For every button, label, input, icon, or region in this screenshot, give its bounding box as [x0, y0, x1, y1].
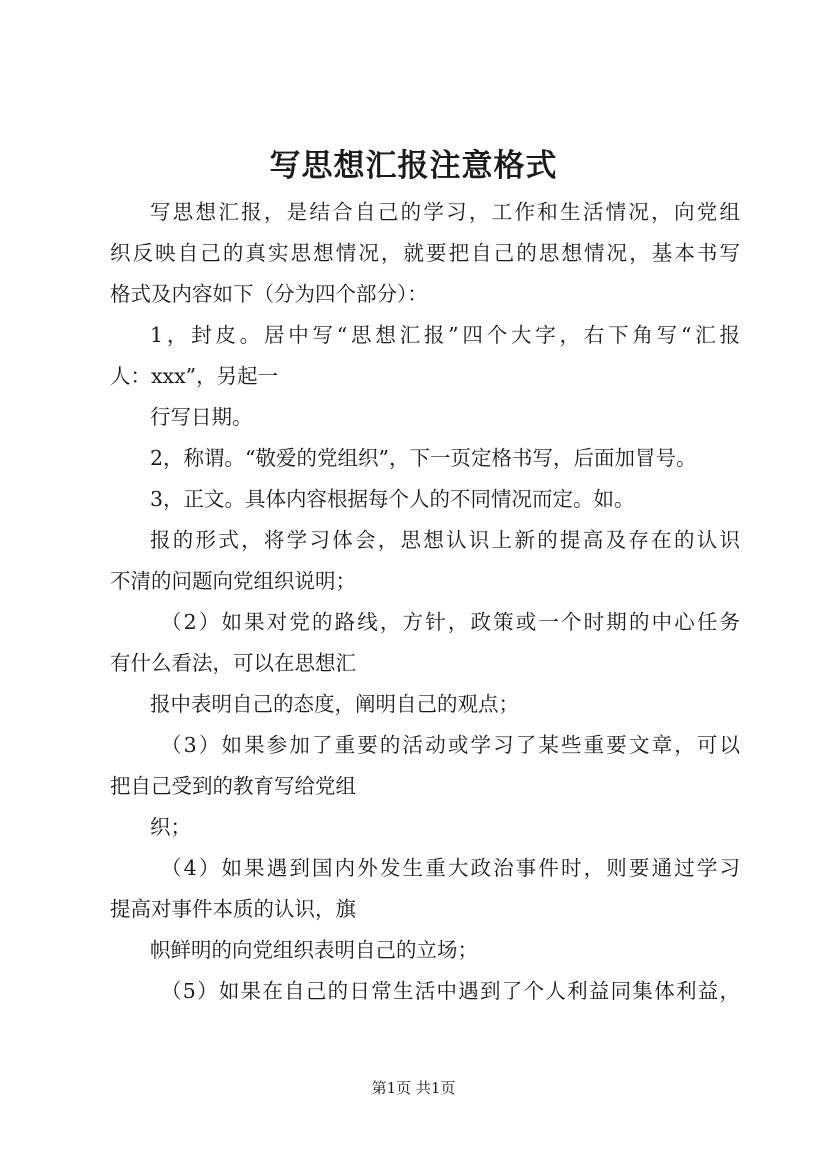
paragraph-line: （4）如果遇到国内外发生重大政治事件时，则要通过学习: [161, 856, 740, 880]
paragraph-line: （2）如果对党的路线，方针，政策或一个时期的中心任务: [161, 610, 740, 634]
paragraph-line: 格式及内容如下（分为四个部分）：: [110, 282, 428, 306]
paragraph-line: 织反映自己的真实思想情况，就要把自己的思想情况，基本书写: [110, 241, 740, 265]
paragraph-line: 人：xxx”，另起一: [110, 364, 279, 388]
paragraph-line: 3，正文。具体内容根据每个人的不同情况而定。如。: [150, 487, 635, 511]
paragraph-line: 提高对事件本质的认识，旗: [110, 897, 356, 921]
paragraph-line: 报中表明自己的态度，阐明自己的观点；: [150, 692, 519, 716]
paragraph-line: 织；: [150, 815, 191, 839]
page-number-footer: 第1页 共1页: [371, 1079, 456, 1097]
paragraph-line: 2，称谓。“敬爱的党组织”，下一页定格书写，后面加冒号。: [150, 446, 697, 470]
paragraph-line: （5）如果在自己的日常生活中遇到了个人利益同集体利益，: [161, 979, 740, 1003]
paragraph-line: 行写日期。: [150, 405, 253, 429]
paragraph-line: 把自己受到的教育写给党组: [110, 774, 356, 798]
paragraph-line: 有什么看法，可以在思想汇: [110, 651, 356, 675]
paragraph-line: 不清的问题向党组织说明；: [110, 569, 356, 593]
page-title: 写思想汇报注意格式: [269, 148, 558, 184]
document-body: [110, 192, 740, 1012]
paragraph-line: 报的形式，将学习体会，思想认识上新的提高及存在的认识: [150, 528, 740, 552]
paragraph-line: 帜鲜明的向党组织表明自己的立场；: [150, 938, 478, 962]
paragraph-line: （3）如果参加了重要的活动或学习了某些重要文章，可以: [161, 733, 740, 757]
paragraph-line: 写思想汇报，是结合自己的学习，工作和生活情况，向党组: [150, 200, 740, 224]
paragraph-line: 1，封皮。居中写“思想汇报”四个大字，右下角写“汇报: [150, 323, 740, 347]
